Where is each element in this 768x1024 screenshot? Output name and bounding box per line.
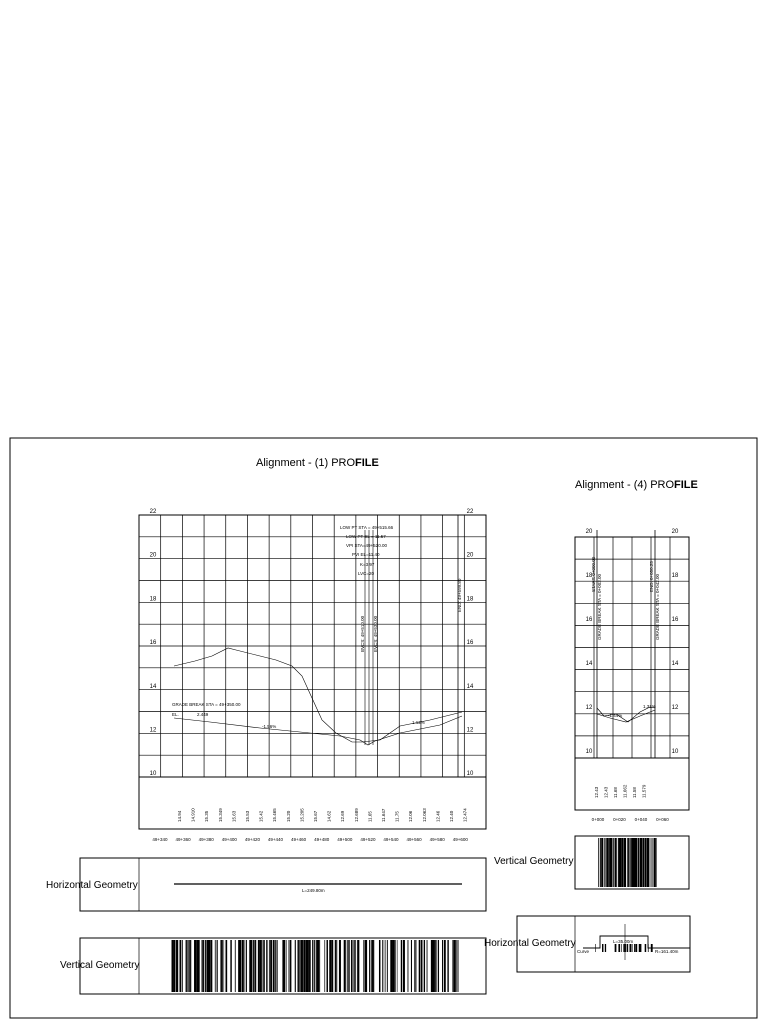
- station-label: 49+480: [314, 837, 330, 842]
- profile1-low-pt-el: LOW PT EL = 11.57: [346, 534, 386, 539]
- profile4-elevation-strip: [575, 758, 689, 810]
- elevation-label: 11.75: [394, 811, 400, 822]
- profile1-slope-1: -1.56%: [262, 724, 277, 729]
- profile1-bvc: BVCS: 49+510.00: [360, 615, 365, 652]
- profile1-title: Alignment - (1) PROFILE: [256, 457, 379, 469]
- profile4-station-labels: [592, 817, 670, 822]
- station-label: 49+340: [152, 837, 168, 842]
- elevation-label: 15.67: [313, 810, 318, 822]
- y-tick-label: 18: [671, 573, 679, 579]
- y-tick-label: 14: [149, 683, 157, 690]
- profile1-existing-ground: [174, 648, 462, 742]
- station-label: 0+040: [634, 817, 648, 822]
- elevation-label: 12.46: [435, 810, 441, 822]
- profile4-title: Alignment - (4) PROFILE: [575, 479, 698, 491]
- elevation-label: 15.465: [272, 808, 278, 822]
- y-tick-label: 16: [149, 640, 157, 647]
- profile1-slope-2: 1.12%: [412, 720, 425, 725]
- vgeom1-hatch: [172, 940, 458, 992]
- station-label: 49+460: [291, 837, 307, 842]
- y-tick-label: 10: [585, 749, 593, 755]
- station-label: 49+600: [452, 837, 468, 842]
- station-label: 49+500: [337, 837, 353, 842]
- station-label: 0+060: [656, 817, 669, 822]
- hgeom1-length: L=249.80m: [302, 888, 325, 893]
- station-label: 49+380: [198, 837, 214, 842]
- elevation-label: 15.349: [217, 808, 223, 822]
- elevation-label: 11.65: [367, 811, 373, 822]
- y-tick-label: 22: [466, 509, 474, 515]
- y-tick-label: 12: [585, 705, 593, 711]
- y-tick-label: 16: [466, 640, 474, 647]
- station-label: 49+440: [267, 837, 284, 842]
- station-label: 0+000: [591, 817, 605, 822]
- profile1-elev-left: EL.: [172, 712, 179, 717]
- elevation-label: 11.58: [632, 787, 637, 798]
- y-tick-label: 20: [671, 529, 679, 535]
- hgeom1-label: Horizontal Geometry: [46, 880, 138, 891]
- profile1-pvi-el: PVI EL=11.40: [352, 552, 380, 557]
- elevation-label: 15.53: [245, 810, 250, 822]
- y-tick-label: 10: [466, 771, 474, 778]
- profile1-lvc: LVC=20: [358, 571, 375, 576]
- hgeom4-length: L=35.00m: [613, 939, 634, 944]
- profile1-y-axis-left: [150, 509, 157, 777]
- profile1-evc: EVCS: 49+530.00: [373, 615, 378, 652]
- profile1-ev-left: 2.449: [197, 712, 209, 717]
- vgeom4-label: Vertical Geometry: [494, 856, 574, 867]
- profile1-station-labels: [152, 837, 468, 842]
- elevation-label: 12.69: [340, 810, 346, 822]
- elevation-label: 14.910: [190, 808, 196, 822]
- station-label: 49+520: [360, 837, 376, 842]
- station-label: 49+540: [383, 837, 399, 842]
- profile4-panel: [575, 479, 698, 822]
- profile4-elevation-labels: [594, 784, 647, 798]
- y-tick-label: 14: [585, 661, 593, 667]
- station-label: 49+400: [221, 837, 237, 842]
- profile4-slope-2: 1.31%: [643, 704, 656, 709]
- elevation-label: 15.35: [204, 810, 210, 822]
- elevation-label: 11.579: [641, 784, 647, 798]
- profile1-end-sta: END: 49+599.80: [457, 578, 462, 612]
- profile1-grade-break: GRADE BREAK STA = 49+350.00: [172, 702, 241, 707]
- elevation-label: 12.43: [603, 786, 609, 798]
- station-label: 0+020: [613, 817, 626, 822]
- y-tick-label: 18: [149, 596, 157, 603]
- elevation-label: 15.205: [299, 808, 305, 822]
- elevation-label: 12.063: [421, 808, 427, 822]
- y-tick-label: 12: [671, 705, 679, 711]
- y-tick-label: 14: [671, 661, 679, 667]
- elevation-label: 12.40: [449, 810, 454, 822]
- vgeom1-panel: [60, 938, 486, 994]
- profile4-slope-1: -1.44%: [608, 713, 623, 718]
- hgeom4-label: Horizontal Geometry: [484, 938, 576, 949]
- profile1-grid: [139, 515, 486, 777]
- y-tick-label: 12: [466, 727, 474, 734]
- elevation-label: 11.662: [622, 784, 628, 798]
- station-label: 49+360: [175, 837, 191, 842]
- elevation-label: 15.20: [285, 810, 291, 822]
- hgeom1-panel: [46, 858, 486, 911]
- y-tick-label: 16: [585, 617, 593, 623]
- y-tick-label: 20: [149, 552, 157, 559]
- profile1-panel: [139, 457, 486, 842]
- profile4-grade-break-2: GRADE BREAK STA = 0+042.00: [655, 574, 660, 640]
- profile1-low-pt-sta: LOW PT STA = 49+515.66: [340, 525, 394, 530]
- hgeom4-panel: [484, 916, 690, 972]
- hgeom4-hatch: [596, 944, 653, 952]
- elevation-label: 14.62: [326, 810, 332, 822]
- profile4-end: END: 0+050.25: [649, 561, 654, 592]
- profile4-existing-ground: [597, 707, 655, 722]
- station-label: 49+420: [244, 837, 260, 842]
- elevation-label: 12.689: [353, 808, 359, 822]
- y-tick-label: 18: [466, 596, 474, 603]
- y-tick-label: 20: [466, 552, 474, 559]
- elevation-label: 12.06: [408, 810, 414, 822]
- station-label: 49+580: [429, 837, 445, 842]
- hgeom4-curve-right: R=161.40m: [655, 949, 679, 954]
- elevation-label: 12.43: [594, 786, 599, 798]
- profile1-k: K=3.97: [360, 562, 375, 567]
- hgeom4-curve-left: Curve: [577, 949, 590, 954]
- profile1-vpi-sta: VPI STA=49+520.00: [346, 543, 387, 548]
- profile4-grade-break-1: GRADE BREAK STA = 0+003.00: [597, 574, 602, 640]
- profile4-y-axis-right: [672, 529, 679, 755]
- y-tick-label: 14: [466, 683, 474, 690]
- station-label: 49+560: [406, 837, 422, 842]
- profile1-elevation-labels: [177, 808, 468, 822]
- profile1-y-axis-right: [467, 509, 474, 777]
- elevation-label: 14.94: [177, 810, 182, 822]
- y-tick-label: 22: [149, 509, 157, 515]
- y-tick-label: 12: [149, 727, 157, 734]
- elevation-label: 15.42: [258, 810, 264, 822]
- elevation-label: 11.647: [381, 808, 386, 822]
- y-tick-label: 16: [671, 617, 679, 623]
- y-tick-label: 10: [671, 749, 679, 755]
- y-tick-label: 20: [585, 529, 593, 535]
- vgeom4-panel: [494, 836, 689, 889]
- elevation-label: 11.68: [613, 787, 618, 798]
- y-tick-label: 18: [585, 573, 593, 579]
- profile4-start: START: 0+000.00: [591, 556, 596, 592]
- vgeom1-label: Vertical Geometry: [60, 960, 140, 971]
- elevation-label: 12.474: [462, 808, 468, 822]
- y-tick-label: 10: [149, 771, 157, 778]
- vgeom4-hatch: [599, 838, 657, 887]
- elevation-label: 15.63: [231, 810, 237, 822]
